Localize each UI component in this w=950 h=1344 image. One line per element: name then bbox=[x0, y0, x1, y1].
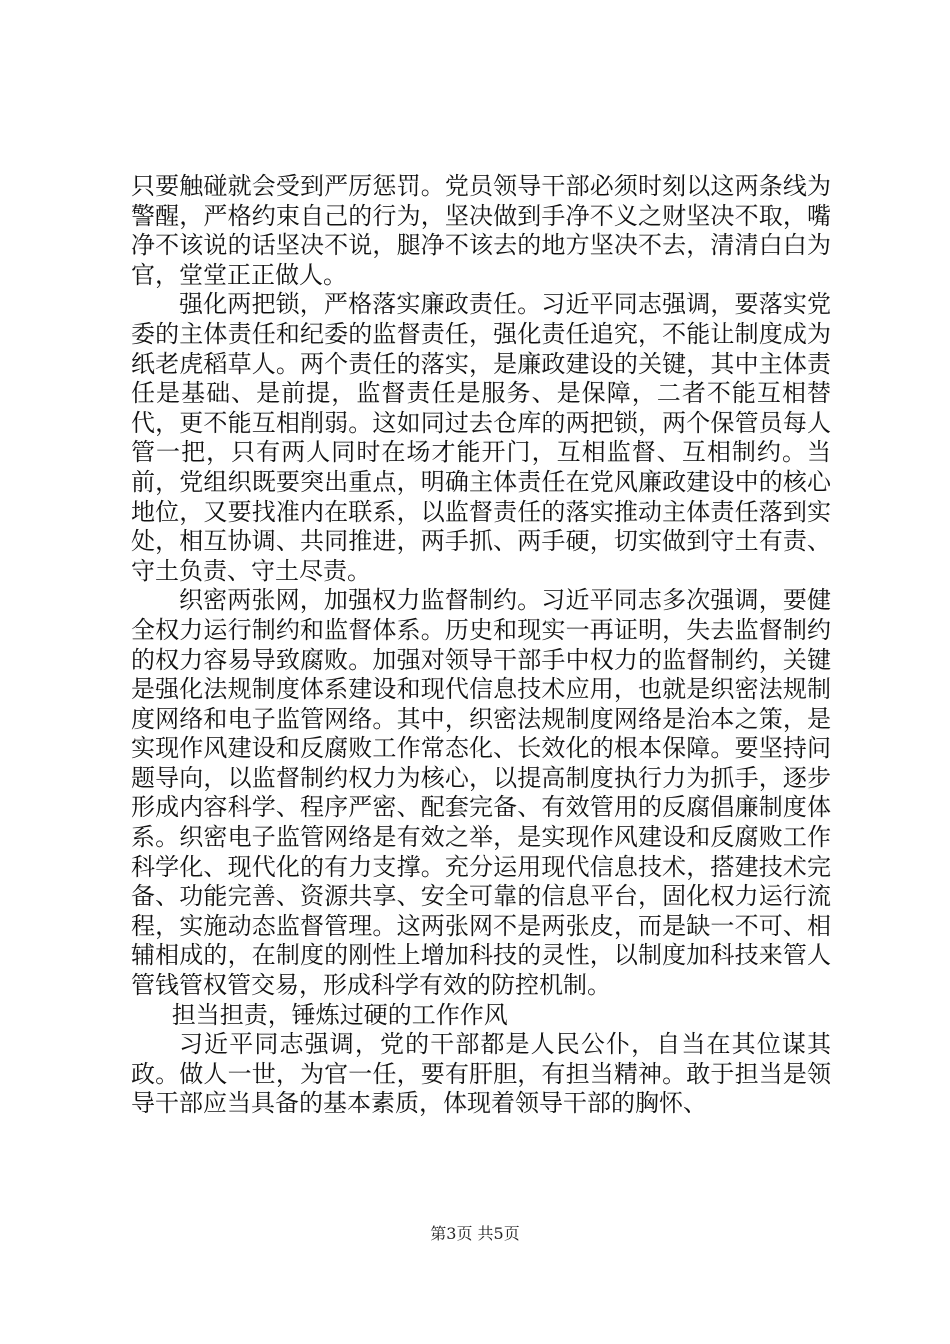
document-body bbox=[131, 172, 831, 1119]
section-heading: 担当担责，锤炼过硬的工作作风 bbox=[171, 1000, 508, 1029]
paragraph-two-locks: 强化两把锁，严格落实廉政责任。习近平同志强调，要落实党委的主体责任和纪委的监督责任，强化责任追究，不能让制度成为纸老虎稻草人。两个责任的落实，是廉政建设的关键，其中主体责任是基础、是前提，监督责任是服务、是保障，二者不能互相替代，更不能互相削弱。这如同过去仓库的两把锁，两个保管员每人管一把，只有两人同时在场才能开门，互相监督、互相制约。当前，党组织既要突出重点，明确主体责任在党风廉政建设中的核心地位，又要找准内在联系，以监督责任的落实推动主体责任落到实处，相互协调、共同推进，两手抓、两手硬，切实做到守土有责、守土负责、守土尽责。 bbox=[131, 290, 831, 585]
page-footer: 第3页 共5页 bbox=[430, 1224, 520, 1243]
paragraph-continuation: 只要触碰就会受到严厉惩罚。党员领导干部必须时刻以这两条线为警醒，严格约束自己的行为，坚决做到手净不义之财坚决不取，嘴净不该说的话坚决不说，腿净不该去的地方坚决不去，清清白白为官，堂堂正正做人。 bbox=[131, 172, 831, 289]
paragraph-responsibility: 习近平同志强调，党的干部都是人民公仆，自当在其位谋其政。做人一世，为官一任，要有肝胆，有担当精神。敢于担当是领导干部应当具备的基本素质，体现着领导干部的胸怀、 bbox=[131, 1030, 831, 1118]
paragraph-two-nets: 织密两张网，加强权力监督制约。习近平同志多次强调，要健全权力运行制约和监督体系。历史和现实一再证明，失去监督制约的权力容易导致腐败。加强对领导干部手中权力的监督制约，关键是强化法规制度体系建设和现代信息技术应用，也就是织密法规制度网络和电子监管网络。其中，织密法规制度网络是治本之策，是实现作风建设和反腐败工作常态化、长效化的根本保障。要坚持问题导向，以监督制约权力为核心，以提高制度执行力为抓手，逐步形成内容科学、程序严密、配套完备、有效管用的反腐倡廉制度体系。织密电子监管网络是有效之举，是实现作风建设和反腐败工作科学化、现代化的有力支撑。充分运用现代信息技术，搭建技术完备、功能完善、资源共享、安全可靠的信息平台，固化权力运行流程，实施动态监督管理。这两张网不是两张皮，而是缺一不可、相辅相成的，在制度的刚性上增加科技的灵性，以制度加科技来管人管钱管权管交易，形成科学有效的防控机制。 bbox=[131, 586, 831, 1000]
